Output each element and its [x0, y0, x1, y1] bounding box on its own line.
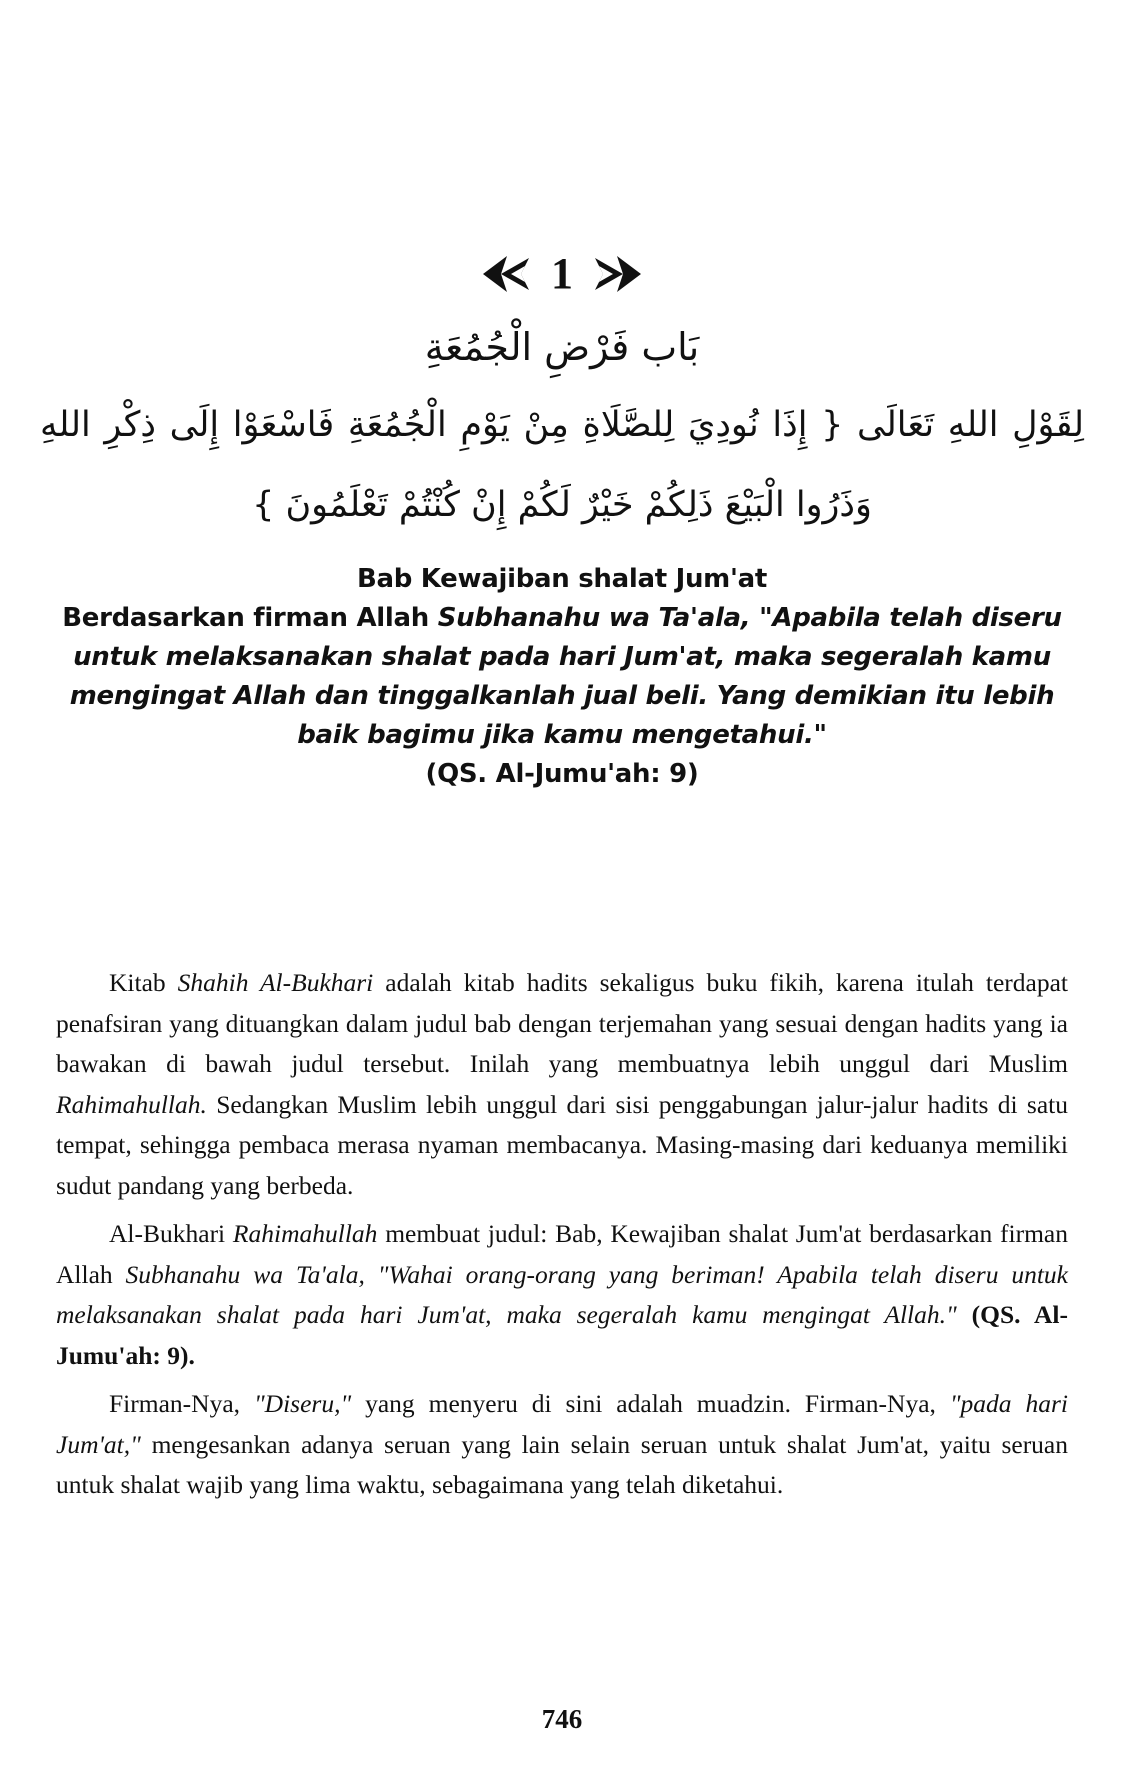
- p1-honorific: Rahimahullah.: [56, 1089, 207, 1119]
- paragraph-1: [56, 963, 1068, 1206]
- ornament-left-icon: [481, 254, 533, 294]
- page-number: 746: [541, 1704, 583, 1734]
- paragraph-2: [56, 1214, 1068, 1376]
- body-text: [56, 963, 1068, 1514]
- chapter-number-marker: [0, 249, 1124, 298]
- heading-intro: Berdasarkan firman Allah: [62, 603, 438, 633]
- p1-text-e: Sedangkan Muslim lebih unggul dari sisi penggabungan jalur-jalur hadits di satu tempat, sehingga pembaca merasa nyaman membacanya. Masing-masing dari keduanya memiliki sudut pandang yang berbeda.: [56, 1089, 1068, 1200]
- p2-text-c: membuat judul: Bab, Kewajiban shalat Jum'at berdasarkan firman Allah: [56, 1219, 1068, 1289]
- arabic-chapter-title: بَاب فَرْضِ الْجُمُعَةِ: [424, 325, 700, 369]
- p3-quote-2: "pada hari Jum'at,": [56, 1389, 1068, 1459]
- p3-text-e: mengesankan adanya seruan yang lain selain seruan untuk shalat Jum'at, yaitu seruan untuk shalat wajib yang lima waktu, sebagaimana yang telah diketahui.: [56, 1429, 1068, 1499]
- arabic-verse-line-1: لِقَوْلِ اللهِ تَعَالَى { إِذَا نُودِيَ لِلصَّلَاةِ مِنْ يَوْمِ الْجُمُعَةِ فَاسْعَوْا إِلَى ذِكْرِ اللهِ: [40, 405, 1084, 445]
- ornament-right-icon: [591, 254, 643, 294]
- p2-text-a: Al-Bukhari: [109, 1219, 233, 1248]
- heading-divine-phrase: Subhanahu wa Ta'ala,: [437, 603, 751, 633]
- heading-title: Bab Kewajiban shalat Jum'at: [356, 564, 768, 594]
- chapter-number: 1: [551, 249, 573, 298]
- heading-translation: [50, 599, 1074, 755]
- arabic-verse-line-2: وَذَرُوا الْبَيْعَ ذَلِكُمْ خَيْرٌ لَكُمْ إِنْ كُنْتُمْ تَعْلَمُونَ }: [252, 485, 872, 525]
- p1-book-title: Shahih Al-Bukhari: [177, 968, 374, 997]
- p2-honorific: Rahimahullah: [232, 1219, 378, 1248]
- p3-quote-1: "Diseru,": [253, 1389, 352, 1418]
- p2-verse-quote: Subhanahu wa Ta'ala, "Wahai orang-orang yang beriman! Apabila telah diseru untuk melaksanakan shalat pada hari Jum'at, maka segeralah kamu mengingat Allah.": [56, 1259, 1068, 1329]
- paragraph-3: [56, 1384, 1068, 1506]
- heading-verse-quote: "Apabila telah diseru untuk melaksanakan shalat pada hari Jum'at, maka segeralah kamu mengingat Allah dan tinggalkanlah jual beli. Yang demikian itu lebih baik bagimu jika kamu mengetahui.": [69, 603, 1062, 750]
- p1-text-a: Kitab: [109, 968, 178, 997]
- chapter-heading: [50, 560, 1074, 794]
- p3-text-a: Firman-Nya,: [109, 1389, 254, 1418]
- p2-reference: (QS. Al-Jumu'ah: 9).: [56, 1300, 1069, 1370]
- p3-text-c: yang menyeru di sini adalah muadzin. Firman-Nya,: [351, 1389, 950, 1418]
- heading-reference: (QS. Al-Jumu'ah: 9): [425, 759, 699, 789]
- p1-text-c: adalah kitab hadits sekaligus buku fikih, karena itulah terdapat penafsiran yang dituangkan dalam judul bab dengan terjemahan yang sesuai dengan hadits yang ia bawakan di bawah judul tersebut. Inilah yang membuatnya lebih unggul dari Muslim: [56, 968, 1068, 1078]
